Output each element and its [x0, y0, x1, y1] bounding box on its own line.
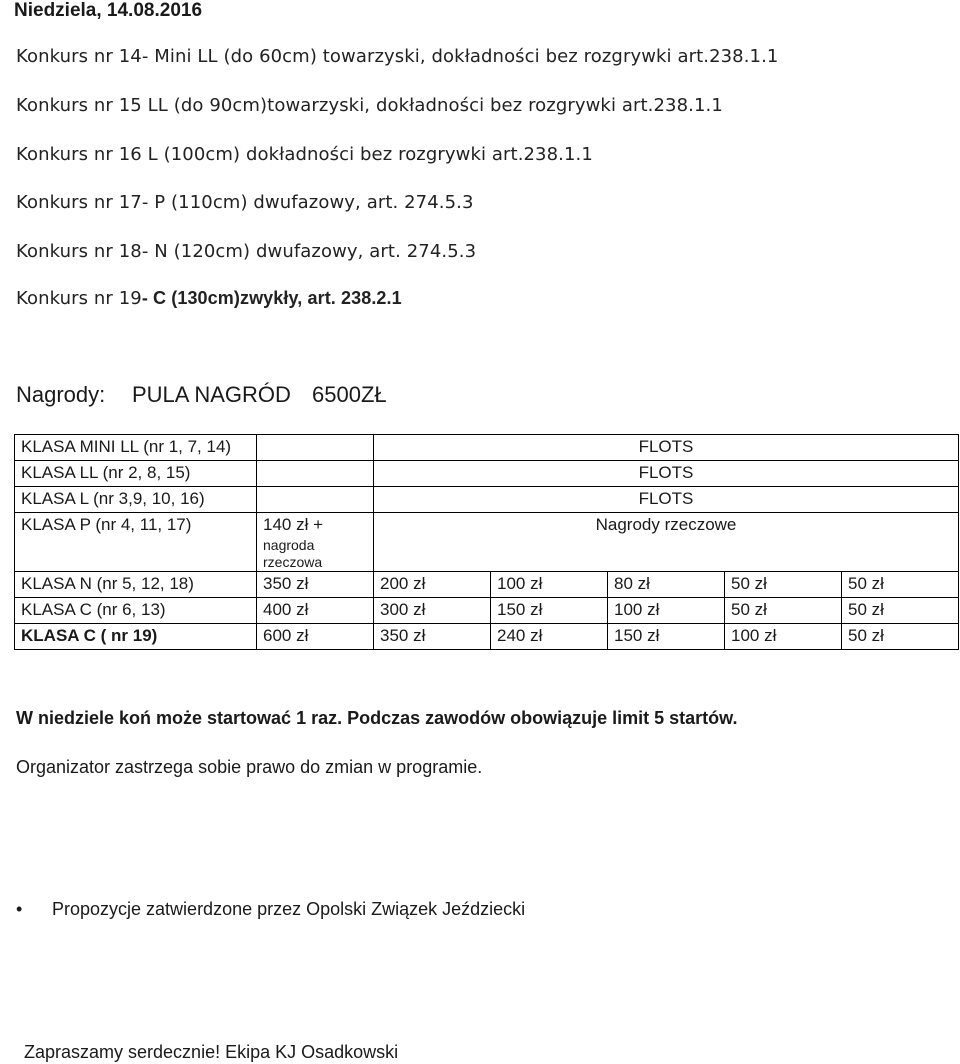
table-row — [15, 461, 959, 487]
class-cell: KLASA MINI LL (nr 1, 7, 14) — [15, 435, 257, 461]
class-cell: KLASA L (nr 3,9, 10, 16) — [15, 487, 257, 513]
class-cell: KLASA LL (nr 2, 8, 15) — [15, 461, 257, 487]
empty-cell — [257, 435, 374, 461]
prize-cell: 400 zł — [257, 598, 374, 624]
contest-16: Konkurs nr 16 L (100cm) dokładności bez rozgrywki art.238.1.1 — [16, 144, 593, 165]
class-cell: KLASA C (nr 6, 13) — [15, 598, 257, 624]
table-row — [15, 487, 959, 513]
prize-cell: 150 zł — [491, 598, 608, 624]
prize-table — [14, 434, 959, 650]
prize-cell: 300 zł — [374, 598, 491, 624]
contest-17: Konkurs nr 17- P (110cm) dwufazowy, art. 274.5.3 — [16, 192, 474, 213]
prize-cell: 600 zł — [257, 624, 374, 650]
prize-cell: 100 zł — [491, 572, 608, 598]
prize-value: 140 zł + — [263, 515, 324, 534]
prize-cell: 150 zł — [608, 624, 725, 650]
prize-cell: 50 zł — [842, 598, 959, 624]
contest-19 — [16, 288, 402, 309]
prize-cell: 100 zł — [608, 598, 725, 624]
organizer-note: Organizator zastrzega sobie prawo do zmian w programie. — [16, 757, 483, 777]
contest-18: Konkurs nr 18- N (120cm) dwufazowy, art. 274.5.3 — [16, 241, 477, 262]
prize-note: nagroda — [263, 537, 315, 553]
prizes-pool: PULA NAGRÓD — [132, 382, 291, 407]
prize-cell: 240 zł — [491, 624, 608, 650]
contest-19-details: - C (130cm)zwykły, art. 238.2.1 — [141, 288, 402, 308]
date-heading: Niedziela, 14.08.2016 — [14, 0, 203, 21]
prizes-label: Nagrody: — [16, 382, 106, 407]
prize-cell: Nagrody rzeczowe — [374, 513, 959, 572]
table-row — [15, 624, 959, 650]
empty-cell — [257, 461, 374, 487]
class-cell: KLASA C ( nr 19) — [15, 624, 257, 650]
prize-cell: 200 zł — [374, 572, 491, 598]
prize-note: rzeczowa — [263, 554, 323, 570]
table-row — [15, 435, 959, 461]
prize-cell: 100 zł — [725, 624, 842, 650]
contest-19-number: Konkurs nr 19 — [16, 288, 142, 309]
prize-cell: 350 zł — [374, 624, 491, 650]
prize-cell: 50 zł — [725, 572, 842, 598]
prize-cell — [257, 513, 374, 572]
prize-cell: 50 zł — [725, 598, 842, 624]
prizes-amount: 6500ZŁ — [312, 382, 387, 407]
footer-invitation: Zapraszamy serdecznie! Ekipa KJ Osadkowski — [24, 1042, 399, 1062]
prize-cell: 50 zł — [842, 572, 959, 598]
contest-15: Konkurs nr 15 LL (do 90cm)towarzyski, dokładności bez rozgrywki art.238.1.1 — [16, 95, 723, 116]
bullet-icon: • — [16, 899, 23, 919]
start-limit-note: W niedziele koń może startować 1 raz. Podczas zawodów obowiązuje limit 5 startów. — [16, 708, 738, 728]
table-row — [15, 572, 959, 598]
prize-cell: FLOTS — [374, 435, 959, 461]
table-row — [15, 513, 959, 572]
prizes-heading — [16, 382, 387, 408]
contest-14: Konkurs nr 14- Mini LL (do 60cm) towarzyski, dokładności bez rozgrywki art.238.1.1 — [16, 46, 779, 67]
prize-cell: FLOTS — [374, 461, 959, 487]
prize-cell: 350 zł — [257, 572, 374, 598]
approval-note: Propozycje zatwierdzone przez Opolski Związek Jeździecki — [52, 899, 526, 919]
table-row — [15, 598, 959, 624]
prize-cell: FLOTS — [374, 487, 959, 513]
prize-cell: 50 zł — [842, 624, 959, 650]
prize-cell: 80 zł — [608, 572, 725, 598]
empty-cell — [257, 487, 374, 513]
class-cell: KLASA P (nr 4, 11, 17) — [15, 513, 257, 572]
class-cell: KLASA N (nr 5, 12, 18) — [15, 572, 257, 598]
